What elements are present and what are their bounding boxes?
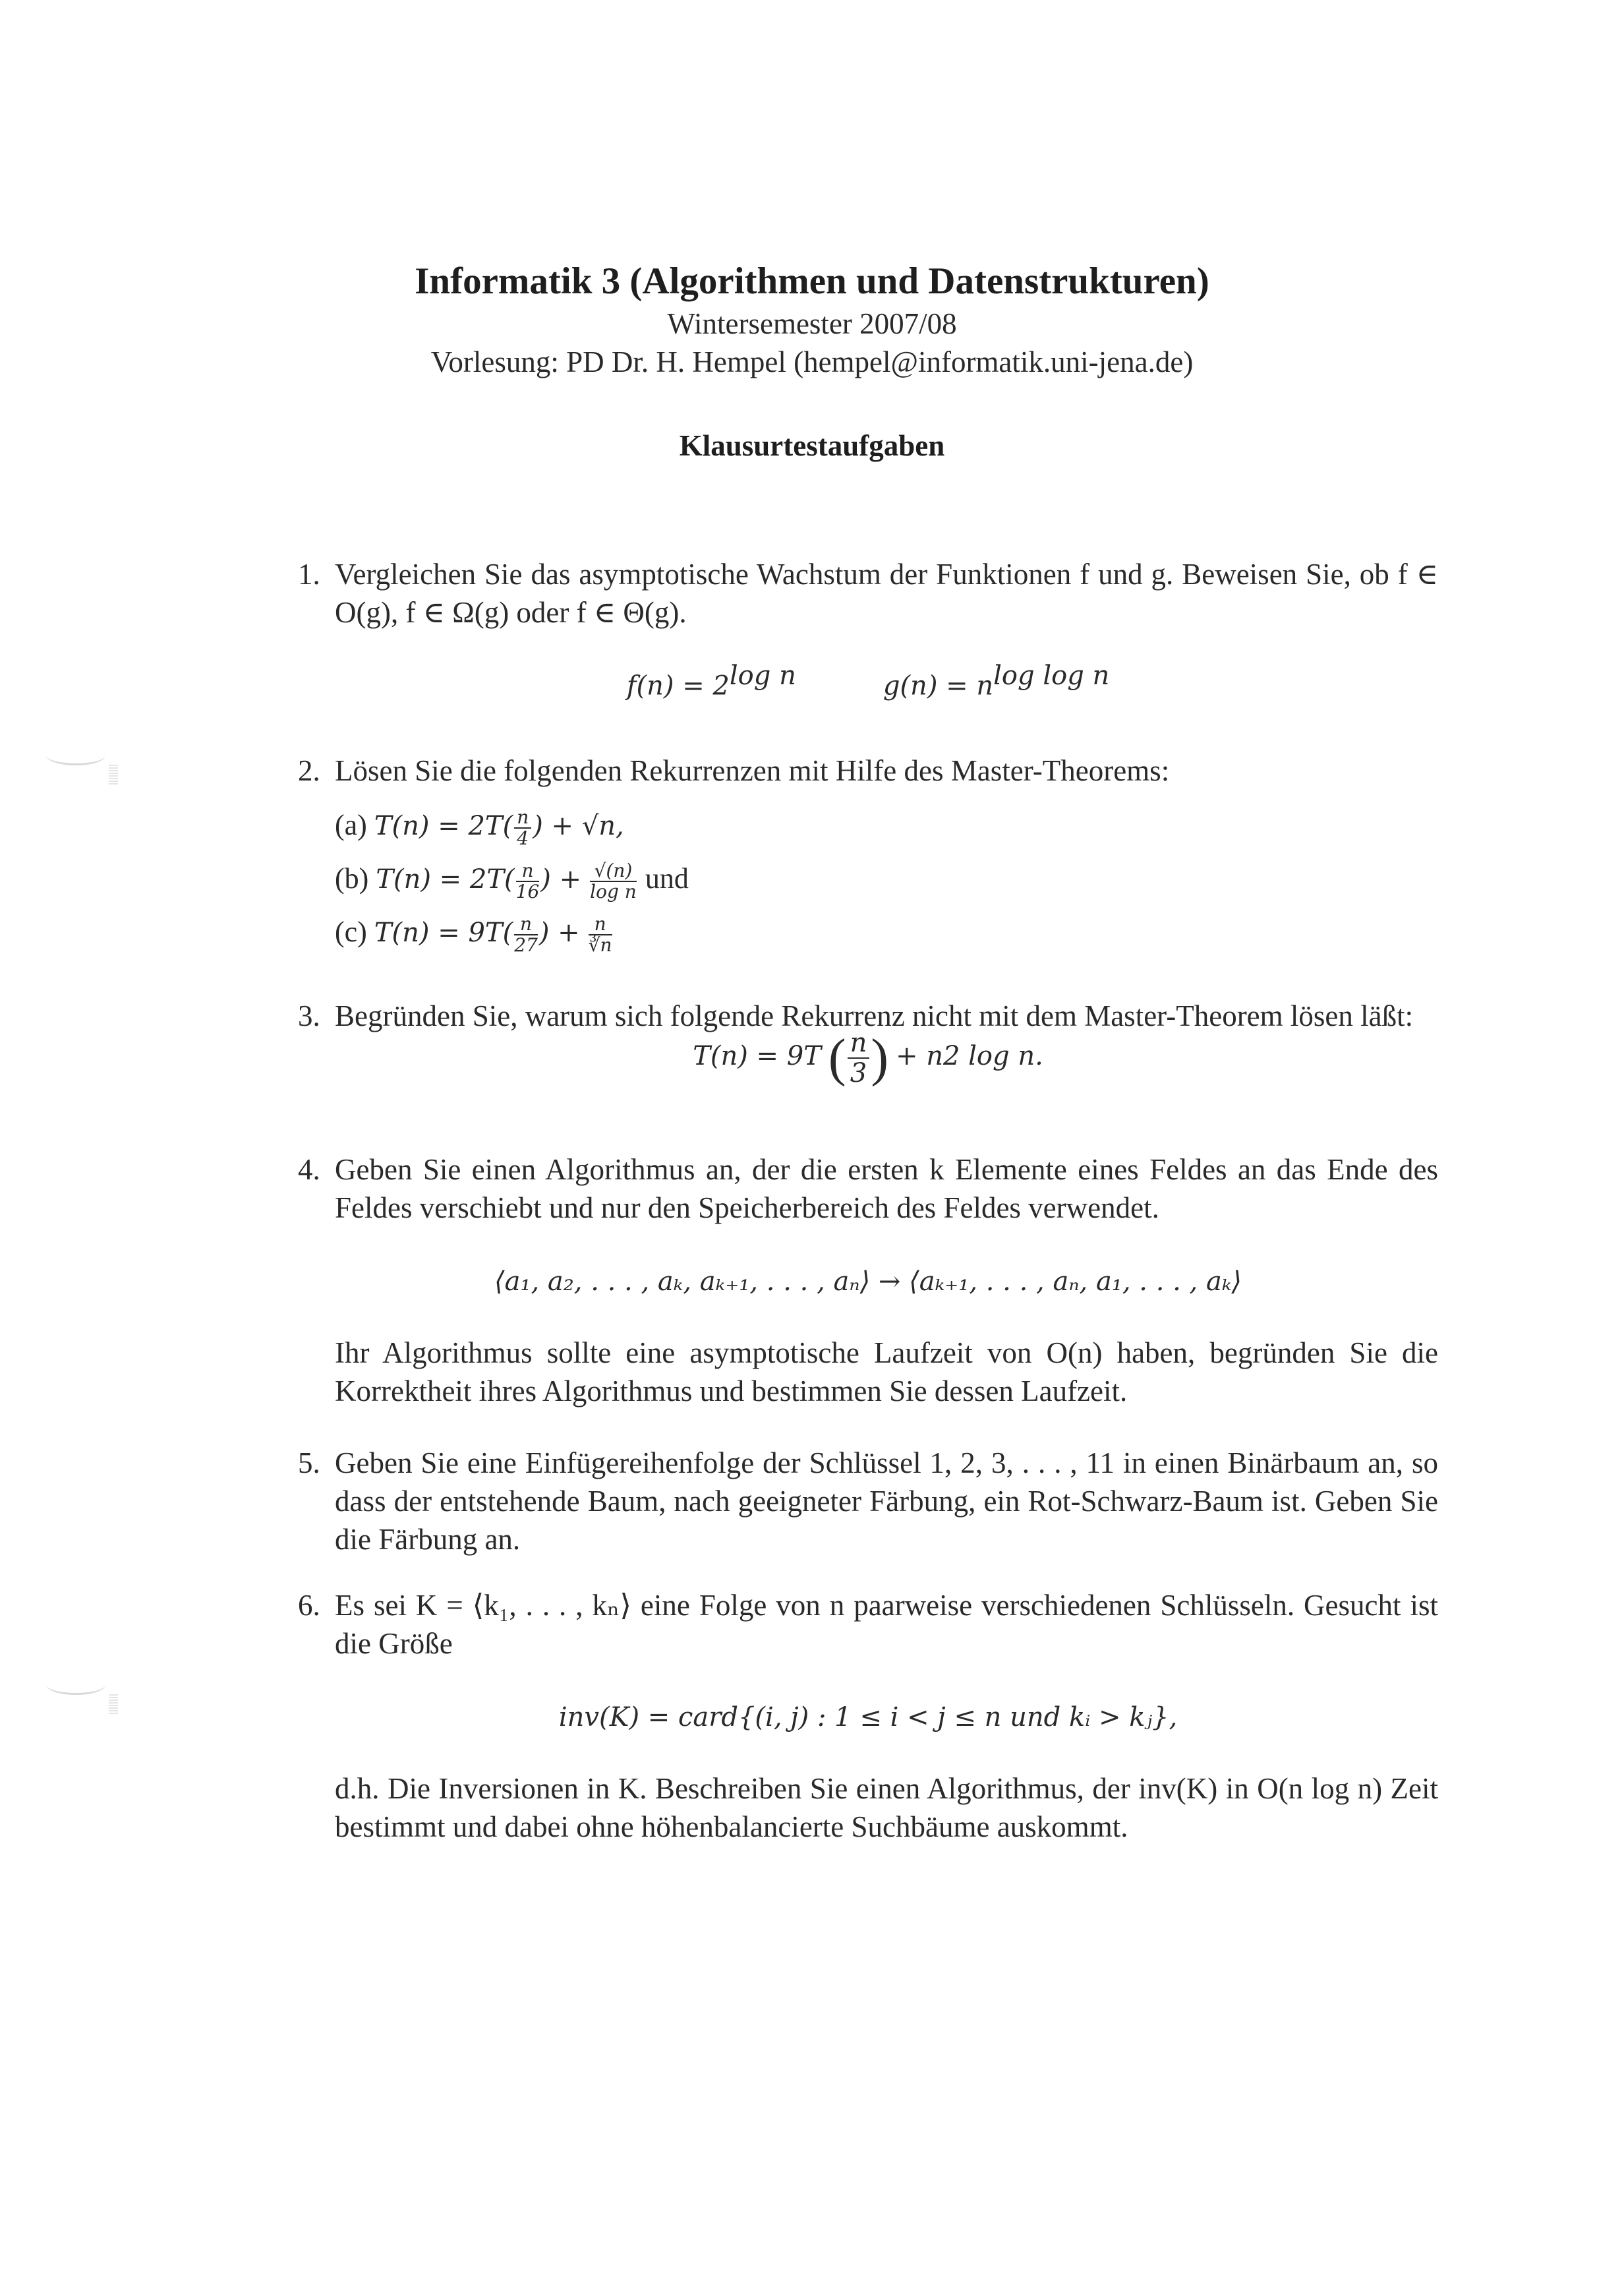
task-text-2: d.h. Die Inversionen in K. Beschreiben Sie einen Algorithmus, der inv(K) in O(n log n) Zeit bestimmt und dabei ohne höhenbalancierte Suchbäume auskommt. xyxy=(335,1772,1438,1843)
formula-g: g(n) = n xyxy=(883,670,994,701)
task-formula: ⟨a₁, a₂, . . . , aₖ, aₖ₊₁, . . . , aₙ⟩ → ⟨aₖ₊₁, . . . , aₙ, a₁, . . . , aₖ⟩ xyxy=(494,1266,1242,1297)
task-2 xyxy=(298,752,1438,959)
left-paren: ( xyxy=(828,1029,846,1087)
task-text: Vergleichen Sie das asymptotische Wachstum der Funktionen f und g. Beweisen Sie, ob f ∈ O(g), f ∈ Ω(g) oder f ∈ Θ(g). xyxy=(335,558,1438,629)
fraction xyxy=(848,1028,870,1088)
subtask-label: (c) xyxy=(335,916,367,948)
fraction-denominator: 4 xyxy=(517,827,529,849)
fraction-numerator: n xyxy=(514,914,538,935)
task-4 xyxy=(298,1150,1438,1410)
punch-hole-mark-bottom xyxy=(46,1674,105,1695)
subtask-b xyxy=(335,852,1438,906)
punch-hole-shadow-bottom xyxy=(109,1694,118,1714)
fraction-denominator: ∛n xyxy=(588,933,612,956)
task-number: 4. xyxy=(298,1153,320,1186)
exam-title: Klausurtestaufgaben xyxy=(679,429,945,462)
subtask-label: (a) xyxy=(335,809,367,841)
subtask-c xyxy=(335,906,1438,959)
task-text: Geben Sie einen Algorithmus an, der die ersten k Elemente eines Feldes an das Ende des Feldes verschiebt und nur den Speicherbereich des Feldes verwendet. xyxy=(335,1153,1438,1224)
formula-rhs: ) + √n, xyxy=(533,811,624,841)
right-paren: ) xyxy=(871,1029,888,1087)
task-3 xyxy=(298,997,1438,1100)
task-formula xyxy=(298,1028,1438,1088)
subtask-label: (b) xyxy=(335,862,369,895)
formula-lhs: T(n) = 9T xyxy=(693,1041,821,1072)
semester: Wintersemester 2007/08 xyxy=(667,307,957,340)
task-number: 6. xyxy=(298,1589,320,1622)
subtask-a xyxy=(335,799,1438,852)
fraction-denominator: log n xyxy=(590,880,637,903)
fraction-denominator: 3 xyxy=(850,1058,867,1088)
fraction-numerator: n xyxy=(516,861,540,882)
task-6 xyxy=(298,1586,1438,1846)
task-text: Geben Sie eine Einfügereihenfolge der Schlüssel 1, 2, 3, . . . , 11 in einen Binärbaum an, so dass der entstehende Baum, nach geeigneter Färbung, ein Rot-Schwarz-Baum ist. Geben Sie die Färbung an. xyxy=(335,1446,1438,1556)
task-text: Lösen Sie die folgenden Rekurrenzen mit Hilfe des Master-Theorems: xyxy=(335,754,1170,787)
task-1 xyxy=(298,555,1438,717)
fraction-numerator: n xyxy=(848,1028,870,1059)
fraction-denominator: 16 xyxy=(515,880,540,903)
task-text-2: Ihr Algorithmus sollte eine asymptotische Laufzeit von O(n) haben, begründen Sie die Korrektheit ihres Algorithmus und bestimmen Sie dessen Laufzeit. xyxy=(335,1336,1438,1407)
fraction-numerator: n xyxy=(514,808,531,829)
fraction xyxy=(514,808,531,848)
task-number: 3. xyxy=(298,999,320,1032)
document-header xyxy=(0,258,1624,463)
formula-lhs: T(n) = 2T( xyxy=(376,864,515,895)
fraction-term xyxy=(590,861,637,902)
formula-g-exponent: log log n xyxy=(993,661,1110,691)
subtask-suffix: und xyxy=(645,862,689,895)
fraction-denominator: 27 xyxy=(514,933,538,956)
fraction xyxy=(516,861,540,902)
punch-hole-shadow-top xyxy=(109,765,118,784)
task-number: 5. xyxy=(298,1446,320,1479)
fraction-term xyxy=(589,914,612,955)
task-formula: inv(K) = card{(i, j) : 1 ≤ i < j ≤ n und kᵢ > kⱼ}, xyxy=(558,1702,1178,1732)
task-formula xyxy=(298,657,1438,705)
task-number: 1. xyxy=(298,558,320,591)
fraction-numerator: n xyxy=(589,914,612,935)
fraction-numerator: √(n) xyxy=(590,861,637,882)
formula-lhs: T(n) = 9T( xyxy=(374,918,513,948)
task-text: Es sei K = ⟨k₁, . . . , kₙ⟩ eine Folge von n paarweise verschiedenen Schlüsseln. Gesucht ist die Größe xyxy=(335,1589,1438,1660)
formula-lhs: T(n) = 2T( xyxy=(374,811,513,841)
lecturer: Vorlesung: PD Dr. H. Hempel (hempel@informatik.uni-jena.de) xyxy=(430,345,1194,378)
task-number: 2. xyxy=(298,754,320,787)
formula-rhs: ) + xyxy=(538,918,580,948)
punch-hole-mark-top xyxy=(46,745,105,765)
task-text: Begründen Sie, warum sich folgende Rekurrenz nicht mit dem Master-Theorem lösen läßt: xyxy=(335,999,1414,1032)
task-5 xyxy=(298,1444,1438,1558)
formula-f: f(n) = 2 xyxy=(626,670,730,701)
formula-f-exponent: log n xyxy=(729,661,796,691)
document-title: Informatik 3 (Algorithmen und Datenstrukturen) xyxy=(415,260,1209,302)
fraction xyxy=(514,914,538,955)
formula-rhs: ) + xyxy=(540,864,582,895)
formula-rhs: + n2 log n. xyxy=(895,1041,1043,1072)
